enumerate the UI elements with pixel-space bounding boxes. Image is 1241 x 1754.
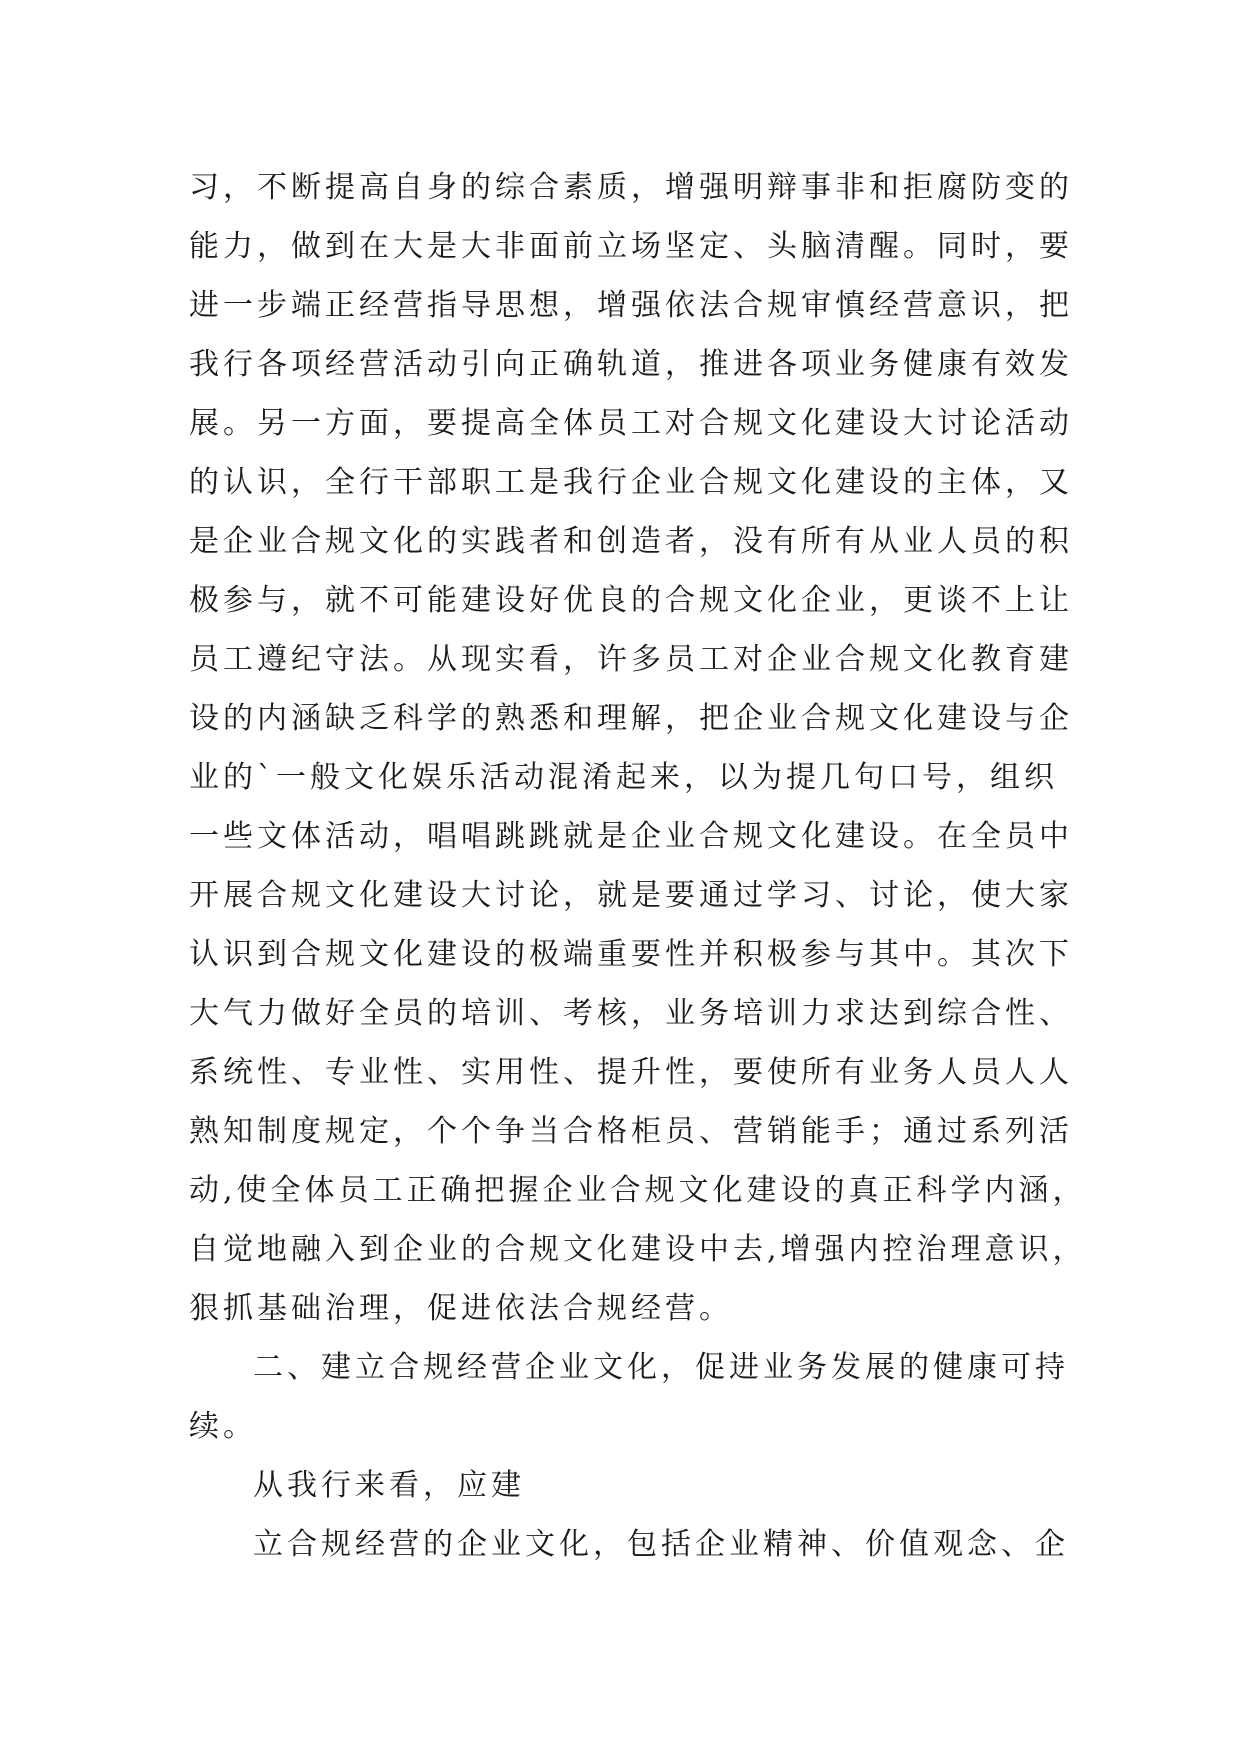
text-line: 立合规经营的企业文化，包括企业精神、价值观念、企: [253, 1527, 1069, 1562]
text-line: 能力，做到在大是大非面前立场坚定、头脑清醒。同时，要: [189, 229, 1073, 264]
text-line: 从我行来看，应建: [253, 1468, 525, 1503]
text-line: 员工遵纪守法。从现实看，许多员工对企业合规文化教育建: [189, 642, 1073, 677]
text-line: 开展合规文化建设大讨论，就是要通过学习、讨论，使大家: [189, 878, 1073, 913]
text-line: 一些文体活动，唱唱跳跳就是企业合规文化建设。在全员中: [189, 819, 1073, 854]
text-line: 极参与，就不可能建设好优良的合规文化企业，更谈不上让: [189, 583, 1073, 618]
section-heading-line: 二、建立合规经营企业文化，促进业务发展的健康可持: [253, 1350, 1069, 1385]
text-line: 大气力做好全员的培训、考核，业务培训力求达到综合性、: [189, 996, 1073, 1031]
section-heading-line: 续。: [189, 1409, 257, 1444]
text-line: 狠抓基础治理，促进依法合规经营。: [189, 1291, 733, 1326]
text-line: 业的`一般文化娱乐活动混淆起来，以为提几句口号，组织: [189, 760, 1058, 795]
text-line: 认识到合规文化建设的极端重要性并积极参与其中。其次下: [189, 937, 1073, 972]
text-line: 展。另一方面，要提高全体员工对合规文化建设大讨论活动: [189, 406, 1073, 441]
text-line: 熟知制度规定，个个争当合格柜员、营销能手；通过系列活: [189, 1114, 1073, 1149]
text-line: 我行各项经营活动引向正确轨道，推进各项业务健康有效发: [189, 347, 1073, 382]
text-line: 是企业合规文化的实践者和创造者，没有所有从业人员的积: [189, 524, 1073, 559]
text-line: 自觉地融入到企业的合规文化建设中去,增强内控治理意识，: [189, 1232, 1087, 1267]
text-line: 设的内涵缺乏科学的熟悉和理解，把企业合规文化建设与企: [189, 701, 1073, 736]
text-line: 习，不断提高自身的综合素质，增强明辩事非和拒腐防变的: [189, 170, 1073, 205]
text-line: 动,使全体员工正确把握企业合规文化建设的真正科学内涵，: [189, 1173, 1087, 1208]
text-line: 的认识，全行干部职工是我行企业合规文化建设的主体，又: [189, 465, 1073, 500]
text-line: 系统性、专业性、实用性、提升性，要使所有业务人员人人: [189, 1055, 1073, 1090]
text-line: 进一步端正经营指导思想，增强依法合规审慎经营意识，把: [189, 288, 1073, 323]
document-body: [189, 158, 1089, 1574]
